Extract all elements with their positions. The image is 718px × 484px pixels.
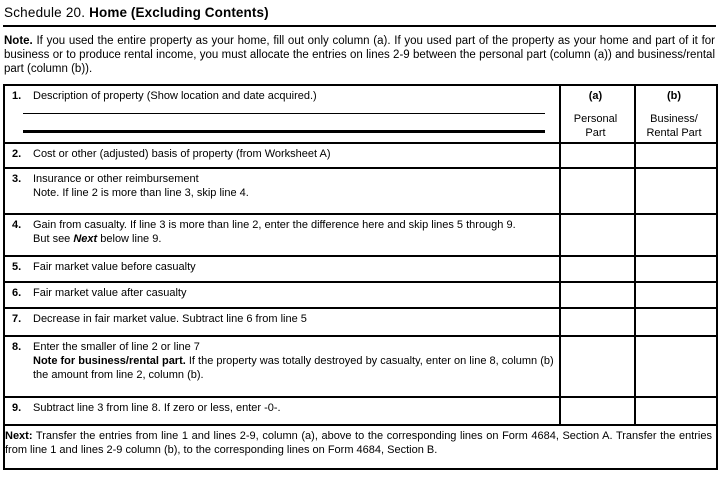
table-row-5 — [4, 256, 717, 282]
table-row-2 — [4, 143, 717, 168]
line-number: 9. — [12, 402, 22, 414]
line-6-text: Fair market value after casualty — [33, 287, 187, 299]
table-row-8 — [4, 336, 717, 397]
next-label: Next: — [5, 430, 33, 442]
line-1-description-cell — [4, 85, 560, 143]
line-9-amount-a[interactable] — [560, 397, 635, 425]
table-row-7 — [4, 308, 717, 336]
line-number: 6. — [12, 287, 22, 299]
line-5-text: Fair market value before casualty — [33, 261, 196, 273]
line-number: 1. — [12, 90, 22, 102]
schedule-title-label: Home (Excluding Contents) — [89, 5, 269, 20]
table-footer-row — [4, 425, 717, 469]
line-7-amount-b[interactable] — [635, 308, 717, 336]
next-instructions — [4, 425, 717, 469]
line-number: 4. — [12, 219, 22, 231]
line-7-amount-a[interactable] — [560, 308, 635, 336]
line-9-text: Subtract line 3 from line 8. If zero or less, enter -0-. — [33, 402, 281, 414]
intro-note — [4, 34, 715, 76]
line-8-note: Note for business/rental part. If the property was totally destroyed by casualty, enter on line 8, column (b) the amount from line 2, column (b). — [33, 355, 554, 381]
line-7-description-cell — [4, 308, 560, 336]
column-a-header — [560, 85, 635, 143]
line-9-amount-b[interactable] — [635, 397, 717, 425]
schedule-number-label: Schedule 20. — [4, 5, 86, 20]
table-row-1 — [4, 85, 717, 143]
line-5-amount-a[interactable] — [560, 256, 635, 282]
line-7-text: Decrease in fair market value. Subtract line 6 from line 5 — [33, 313, 307, 325]
column-a-tag: (a) — [588, 90, 603, 102]
line-5-description-cell — [4, 256, 560, 282]
line-number: 8. — [12, 341, 22, 353]
column-b-header — [635, 85, 717, 143]
line-number: 5. — [12, 261, 22, 273]
column-b-label: Business/ Rental Part — [646, 113, 702, 139]
line-8-text: Enter the smaller of line 2 or line 7 — [33, 341, 200, 353]
description-writein-line-1[interactable] — [23, 113, 545, 114]
title-divider — [3, 25, 716, 27]
line-8-description-cell — [4, 336, 560, 397]
line-6-amount-a[interactable] — [560, 282, 635, 308]
description-writein-line-2[interactable] — [23, 130, 545, 133]
line-number: 7. — [12, 313, 22, 325]
line-3-amount-b[interactable] — [635, 168, 717, 214]
line-6-description-cell — [4, 282, 560, 308]
line-number: 2. — [12, 148, 22, 160]
line-8-amount-a[interactable] — [560, 336, 635, 397]
line-3-amount-a[interactable] — [560, 168, 635, 214]
intro-note-label: Note. — [4, 35, 33, 47]
column-b-tag: (b) — [666, 90, 682, 102]
line-1-text: Description of property (Show location and date acquired.) — [33, 90, 317, 102]
line-5-amount-b[interactable] — [635, 256, 717, 282]
table-row-9 — [4, 397, 717, 425]
line-9-description-cell — [4, 397, 560, 425]
line-2-description-cell — [4, 143, 560, 168]
page-title — [3, 3, 716, 20]
line-8-amount-b[interactable] — [635, 336, 717, 397]
line-2-amount-a[interactable] — [560, 143, 635, 168]
table-row-4 — [4, 214, 717, 256]
line-2-amount-b[interactable] — [635, 143, 717, 168]
line-2-text: Cost or other (adjusted) basis of property (from Worksheet A) — [33, 148, 331, 160]
line-4-text: Gain from casualty. If line 3 is more than line 2, enter the difference here and skip lines 5 through 9. — [33, 219, 516, 231]
line-6-amount-b[interactable] — [635, 282, 717, 308]
line-4-amount-a[interactable] — [560, 214, 635, 256]
line-4-amount-b[interactable] — [635, 214, 717, 256]
column-a-label: Personal Part — [573, 113, 618, 139]
line-3-note: Note. If line 2 is more than line 3, skip line 4. — [33, 187, 249, 199]
schedule-table — [3, 84, 718, 470]
line-3-text: Insurance or other reimbursement — [33, 173, 199, 185]
line-3-description-cell — [4, 168, 560, 214]
table-row-6 — [4, 282, 717, 308]
intro-note-text: If you used the entire property as your home, fill out only column (a). If you used part of the property as your home and part of it for business or to produce rental income, you must allocate the entries on lines 2-9 between the personal part (column (a)) and business/rental part (column (b)). — [4, 35, 715, 75]
line-number: 3. — [12, 173, 22, 185]
table-row-3 — [4, 168, 717, 214]
next-text: Transfer the entries from line 1 and lines 2-9, column (a), above to the corresponding lines on Form 4684, Section A. Transfer the entries from line 1 and lines 2-9 column (b), to the corresponding lines on Form 4684, Section B. — [5, 430, 712, 456]
line-4-note: But see Next below line 9. — [33, 233, 162, 245]
line-4-description-cell — [4, 214, 560, 256]
